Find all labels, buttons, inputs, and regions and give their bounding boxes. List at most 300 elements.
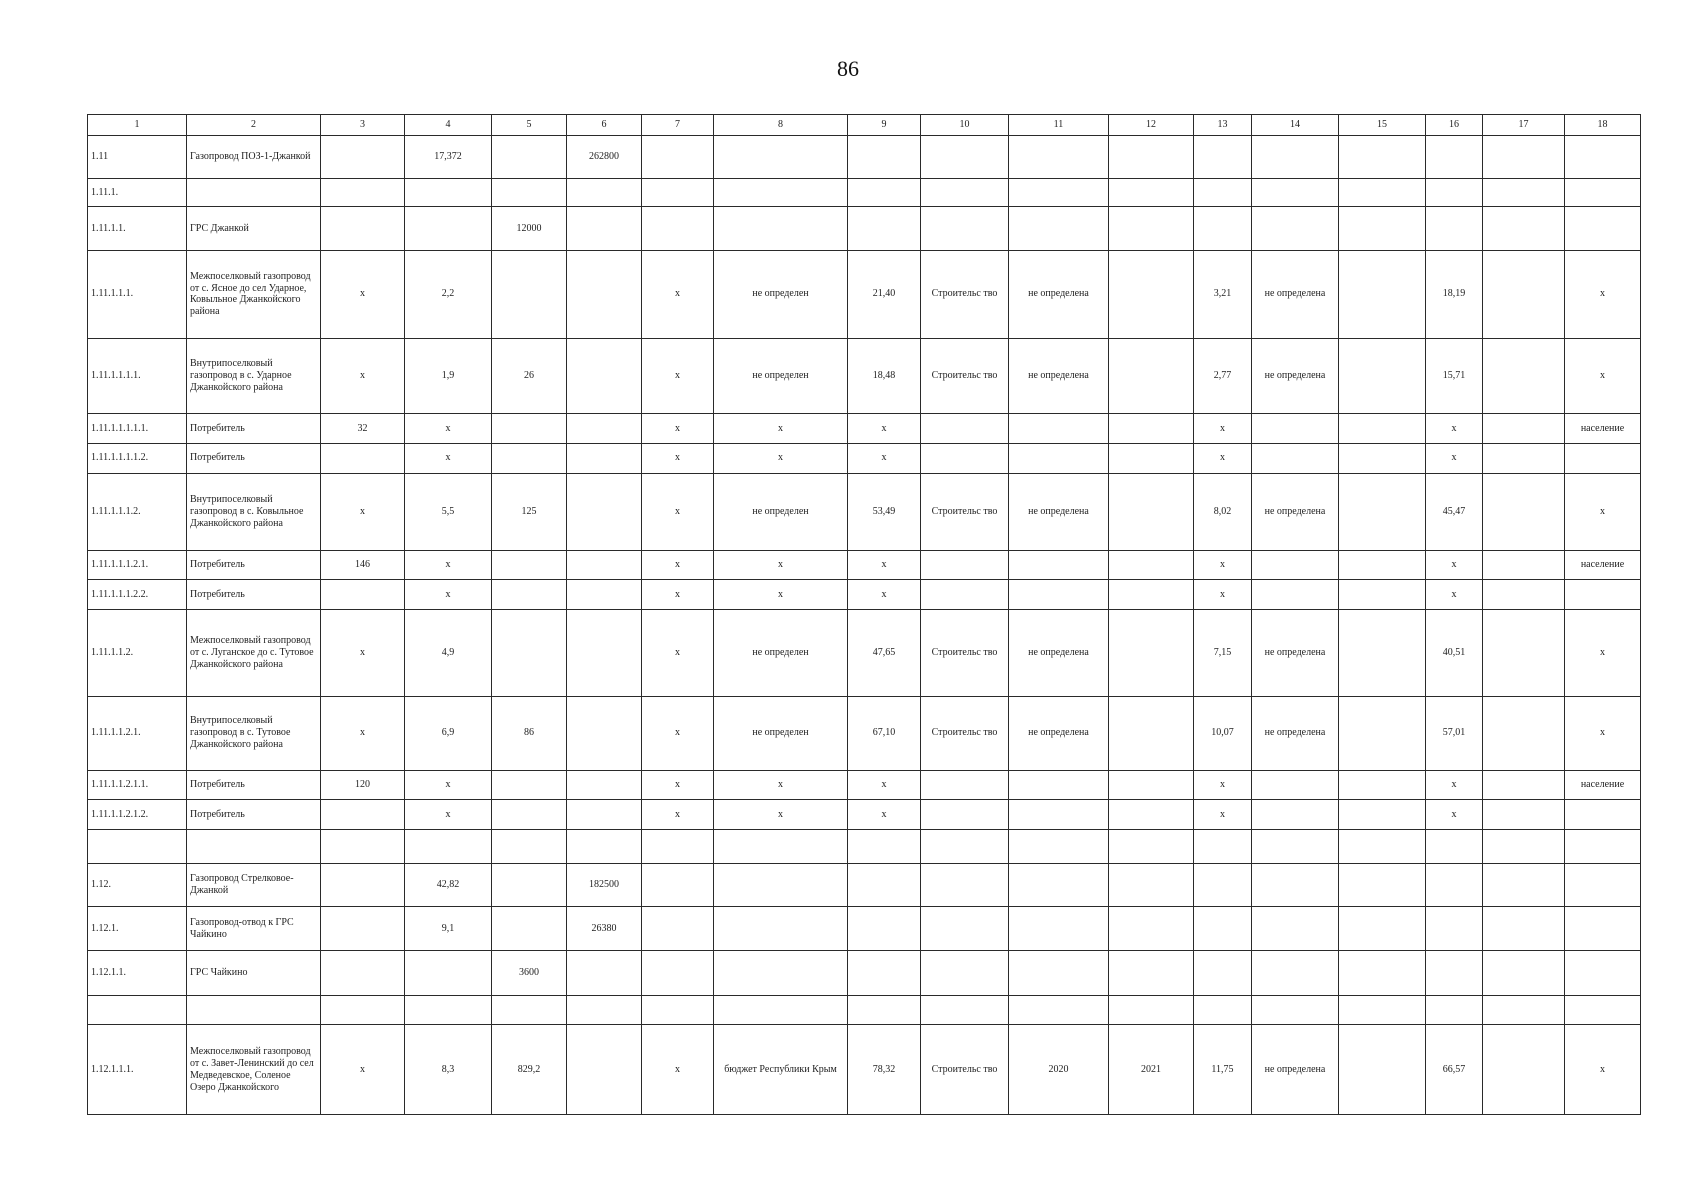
data-cell: 8,02 xyxy=(1194,473,1252,550)
data-cell xyxy=(492,414,567,444)
data-cell: Строительс тво xyxy=(921,610,1009,696)
object-name-cell: Газопровод ПОЗ-1-Джанкой xyxy=(187,135,321,178)
data-cell xyxy=(848,178,921,207)
data-cell xyxy=(567,178,642,207)
table-row xyxy=(88,414,1641,444)
row-code-cell: 1.11 xyxy=(88,135,187,178)
data-cell: 26 xyxy=(492,339,567,414)
data-cell: 66,57 xyxy=(1426,1025,1483,1115)
data-cell xyxy=(567,995,642,1025)
data-cell: x xyxy=(1194,800,1252,830)
data-cell xyxy=(1009,550,1109,580)
row-code-cell: 1.11.1.1.1.1.1. xyxy=(88,414,187,444)
data-cell: Строительс тво xyxy=(921,250,1009,338)
data-cell xyxy=(321,864,405,907)
data-cell: x xyxy=(321,339,405,414)
data-cell xyxy=(1483,550,1565,580)
data-cell xyxy=(1339,1025,1426,1115)
data-cell: x xyxy=(642,250,714,338)
data-cell: 17,372 xyxy=(405,135,492,178)
data-cell: x xyxy=(714,414,848,444)
data-cell: x xyxy=(1194,414,1252,444)
data-cell: x xyxy=(405,800,492,830)
data-cell xyxy=(1565,907,1641,951)
data-cell xyxy=(567,580,642,610)
data-cell: 26380 xyxy=(567,907,642,951)
object-name-cell xyxy=(187,830,321,864)
data-cell xyxy=(714,207,848,250)
data-cell: 18,48 xyxy=(848,339,921,414)
data-cell xyxy=(1339,864,1426,907)
data-cell xyxy=(921,770,1009,800)
data-cell xyxy=(642,864,714,907)
row-code-cell: 1.11.1.1.2.1.2. xyxy=(88,800,187,830)
data-cell: x xyxy=(642,770,714,800)
data-cell xyxy=(405,951,492,995)
data-cell xyxy=(1483,995,1565,1025)
row-code-cell: 1.11.1.1.1.2.2. xyxy=(88,580,187,610)
column-number: 11 xyxy=(1009,115,1109,136)
data-cell xyxy=(921,550,1009,580)
data-cell xyxy=(1009,864,1109,907)
data-cell xyxy=(1252,800,1339,830)
data-cell xyxy=(1252,951,1339,995)
table-body xyxy=(88,115,1641,1115)
data-cell xyxy=(1339,907,1426,951)
data-cell: 21,40 xyxy=(848,250,921,338)
table-row xyxy=(88,995,1641,1025)
data-cell: 57,01 xyxy=(1426,696,1483,770)
data-cell xyxy=(1565,207,1641,250)
row-code-cell: 1.11.1. xyxy=(88,178,187,207)
data-cell xyxy=(405,207,492,250)
column-number: 14 xyxy=(1252,115,1339,136)
table-row xyxy=(88,339,1641,414)
data-cell xyxy=(1109,550,1194,580)
data-cell xyxy=(1565,830,1641,864)
data-cell xyxy=(492,443,567,473)
data-cell: x xyxy=(405,550,492,580)
data-cell: 125 xyxy=(492,473,567,550)
data-cell xyxy=(642,178,714,207)
data-cell xyxy=(492,907,567,951)
data-cell xyxy=(848,864,921,907)
data-cell xyxy=(1109,610,1194,696)
data-cell: x xyxy=(848,414,921,444)
data-cell xyxy=(921,443,1009,473)
data-cell: x xyxy=(1565,473,1641,550)
data-cell xyxy=(1194,907,1252,951)
data-cell xyxy=(321,207,405,250)
data-cell xyxy=(1109,995,1194,1025)
data-cell: x xyxy=(1426,414,1483,444)
data-cell xyxy=(1109,864,1194,907)
data-cell xyxy=(492,770,567,800)
data-cell xyxy=(1483,250,1565,338)
column-number: 17 xyxy=(1483,115,1565,136)
row-code-cell xyxy=(88,830,187,864)
data-cell: x xyxy=(642,339,714,414)
data-cell xyxy=(921,178,1009,207)
data-cell xyxy=(321,951,405,995)
data-cell xyxy=(1565,864,1641,907)
data-cell xyxy=(1109,135,1194,178)
data-cell xyxy=(921,864,1009,907)
column-number: 2 xyxy=(187,115,321,136)
data-cell: не определена xyxy=(1252,339,1339,414)
table-row xyxy=(88,610,1641,696)
data-cell: не определена xyxy=(1252,250,1339,338)
data-cell: x xyxy=(642,550,714,580)
row-code-cell: 1.11.1.1.2.1. xyxy=(88,696,187,770)
data-cell xyxy=(714,864,848,907)
column-number: 13 xyxy=(1194,115,1252,136)
data-cell xyxy=(567,414,642,444)
row-code-cell: 1.11.1.1.1.2. xyxy=(88,473,187,550)
data-cell xyxy=(714,907,848,951)
data-cell xyxy=(921,907,1009,951)
data-cell xyxy=(492,580,567,610)
data-cell xyxy=(492,610,567,696)
data-cell xyxy=(492,995,567,1025)
data-cell: не определен xyxy=(714,250,848,338)
data-cell xyxy=(1483,907,1565,951)
data-cell xyxy=(1483,443,1565,473)
data-cell xyxy=(714,135,848,178)
data-cell xyxy=(848,135,921,178)
data-cell xyxy=(1565,443,1641,473)
data-cell: x xyxy=(642,414,714,444)
data-cell: не определен xyxy=(714,696,848,770)
data-cell xyxy=(1339,951,1426,995)
data-cell xyxy=(921,580,1009,610)
table-row xyxy=(88,550,1641,580)
document-table xyxy=(87,114,1641,1115)
data-cell xyxy=(567,830,642,864)
data-cell: 86 xyxy=(492,696,567,770)
data-cell xyxy=(848,207,921,250)
data-cell xyxy=(1339,580,1426,610)
data-cell xyxy=(1339,135,1426,178)
data-cell: 2021 xyxy=(1109,1025,1194,1115)
data-cell xyxy=(1009,207,1109,250)
data-cell: 6,9 xyxy=(405,696,492,770)
data-cell xyxy=(492,800,567,830)
data-cell: x xyxy=(1194,443,1252,473)
data-cell: x xyxy=(714,443,848,473)
column-number-row xyxy=(88,115,1641,136)
row-code-cell: 1.11.1.1.2.1.1. xyxy=(88,770,187,800)
data-cell: 262800 xyxy=(567,135,642,178)
data-cell: 40,51 xyxy=(1426,610,1483,696)
data-cell xyxy=(492,135,567,178)
object-name-cell: Потребитель xyxy=(187,414,321,444)
data-cell xyxy=(492,550,567,580)
data-cell xyxy=(1483,135,1565,178)
data-cell: 182500 xyxy=(567,864,642,907)
data-cell xyxy=(321,995,405,1025)
data-cell xyxy=(1252,907,1339,951)
data-cell xyxy=(321,580,405,610)
data-cell xyxy=(1483,473,1565,550)
row-code-cell: 1.12.1.1. xyxy=(88,951,187,995)
data-cell xyxy=(1109,250,1194,338)
data-cell xyxy=(1483,580,1565,610)
data-cell xyxy=(405,995,492,1025)
data-cell: x xyxy=(405,580,492,610)
data-cell xyxy=(1009,951,1109,995)
data-cell xyxy=(642,830,714,864)
data-cell: x xyxy=(848,550,921,580)
data-cell xyxy=(714,951,848,995)
data-cell xyxy=(1194,995,1252,1025)
column-number: 12 xyxy=(1109,115,1194,136)
data-cell: Строительс тво xyxy=(921,339,1009,414)
data-cell xyxy=(567,1025,642,1115)
data-cell: x xyxy=(1194,580,1252,610)
table-row xyxy=(88,800,1641,830)
table-row xyxy=(88,696,1641,770)
data-cell: 2,77 xyxy=(1194,339,1252,414)
data-cell xyxy=(1339,696,1426,770)
data-cell xyxy=(1426,830,1483,864)
data-cell: x xyxy=(848,800,921,830)
data-cell xyxy=(567,800,642,830)
data-cell xyxy=(1565,951,1641,995)
data-cell: 45,47 xyxy=(1426,473,1483,550)
data-cell xyxy=(1194,830,1252,864)
data-cell xyxy=(1109,907,1194,951)
data-cell xyxy=(1009,414,1109,444)
page-number: 86 xyxy=(837,56,859,81)
data-cell xyxy=(1194,207,1252,250)
data-cell xyxy=(1009,830,1109,864)
data-cell xyxy=(848,951,921,995)
data-cell xyxy=(567,951,642,995)
data-cell xyxy=(1339,610,1426,696)
data-cell xyxy=(1339,178,1426,207)
data-cell xyxy=(1483,610,1565,696)
column-number: 6 xyxy=(567,115,642,136)
data-cell xyxy=(1109,414,1194,444)
object-name-cell: Потребитель xyxy=(187,550,321,580)
data-cell: x xyxy=(642,1025,714,1115)
data-cell: 9,1 xyxy=(405,907,492,951)
row-code-cell: 1.11.1.1.1.1. xyxy=(88,339,187,414)
data-cell xyxy=(1194,951,1252,995)
data-cell xyxy=(921,951,1009,995)
data-cell xyxy=(921,800,1009,830)
data-cell: не определена xyxy=(1009,250,1109,338)
data-cell: x xyxy=(1565,1025,1641,1115)
data-cell xyxy=(1009,178,1109,207)
data-cell xyxy=(921,207,1009,250)
object-name-cell: Межпоселковый газопровод от с. Завет-Ленинский до сел Медведевское, Соленое Озеро Джанкойского xyxy=(187,1025,321,1115)
data-cell: Строительс тво xyxy=(921,473,1009,550)
data-cell xyxy=(1009,907,1109,951)
data-cell xyxy=(1565,995,1641,1025)
data-cell xyxy=(1339,339,1426,414)
data-cell: не определена xyxy=(1252,610,1339,696)
data-cell xyxy=(1483,1025,1565,1115)
data-cell xyxy=(1252,135,1339,178)
column-number: 5 xyxy=(492,115,567,136)
data-cell: бюджет Республики Крым xyxy=(714,1025,848,1115)
table-row xyxy=(88,135,1641,178)
data-cell xyxy=(1109,178,1194,207)
data-cell xyxy=(567,207,642,250)
data-cell: x xyxy=(321,1025,405,1115)
table-row xyxy=(88,250,1641,338)
data-cell xyxy=(1252,864,1339,907)
data-cell xyxy=(492,250,567,338)
data-cell xyxy=(1194,135,1252,178)
data-cell: x xyxy=(848,443,921,473)
data-cell xyxy=(1565,178,1641,207)
data-cell xyxy=(1009,443,1109,473)
data-cell xyxy=(921,995,1009,1025)
data-cell: не определена xyxy=(1009,610,1109,696)
data-cell: x xyxy=(642,800,714,830)
data-cell xyxy=(1252,207,1339,250)
column-number: 9 xyxy=(848,115,921,136)
data-cell xyxy=(1339,550,1426,580)
data-cell xyxy=(1483,696,1565,770)
data-cell xyxy=(567,339,642,414)
object-name-cell: ГРС Чайкино xyxy=(187,951,321,995)
data-cell: не определен xyxy=(714,473,848,550)
object-name-cell: Потребитель xyxy=(187,443,321,473)
data-cell xyxy=(848,995,921,1025)
data-cell: 8,3 xyxy=(405,1025,492,1115)
data-cell: не определен xyxy=(714,610,848,696)
data-cell xyxy=(1252,580,1339,610)
data-cell: x xyxy=(1194,550,1252,580)
data-cell: 5,5 xyxy=(405,473,492,550)
data-cell xyxy=(1483,830,1565,864)
data-cell xyxy=(642,995,714,1025)
data-cell: x xyxy=(1565,696,1641,770)
data-cell xyxy=(1483,414,1565,444)
data-cell: не определена xyxy=(1252,696,1339,770)
data-cell: 32 xyxy=(321,414,405,444)
table-row xyxy=(88,443,1641,473)
data-cell xyxy=(1426,864,1483,907)
data-cell xyxy=(642,951,714,995)
data-cell: x xyxy=(1426,800,1483,830)
row-code-cell: 1.11.1.1.1.2.1. xyxy=(88,550,187,580)
data-cell: Строительс тво xyxy=(921,696,1009,770)
data-cell xyxy=(1009,800,1109,830)
data-cell xyxy=(848,830,921,864)
data-cell: не определена xyxy=(1009,473,1109,550)
data-cell xyxy=(1252,550,1339,580)
object-name-cell: ГРС Джанкой xyxy=(187,207,321,250)
table-row xyxy=(88,907,1641,951)
data-cell: не определена xyxy=(1009,339,1109,414)
data-cell xyxy=(1109,800,1194,830)
data-cell xyxy=(1426,207,1483,250)
data-cell xyxy=(1483,800,1565,830)
data-cell xyxy=(1565,135,1641,178)
data-cell xyxy=(642,907,714,951)
object-name-cell: Межпоселковый газопровод от с. Луганское до с. Тутовое Джанкойского района xyxy=(187,610,321,696)
data-cell xyxy=(492,830,567,864)
data-cell xyxy=(848,907,921,951)
column-number: 1 xyxy=(88,115,187,136)
column-number: 10 xyxy=(921,115,1009,136)
data-cell xyxy=(1483,178,1565,207)
data-cell xyxy=(921,830,1009,864)
data-cell: 12000 xyxy=(492,207,567,250)
data-cell xyxy=(1483,339,1565,414)
data-cell xyxy=(1009,135,1109,178)
data-cell: 78,32 xyxy=(848,1025,921,1115)
data-cell xyxy=(1009,995,1109,1025)
data-cell xyxy=(492,864,567,907)
object-name-cell: Газопровод Стрелковое-Джанкой xyxy=(187,864,321,907)
object-name-cell: Потребитель xyxy=(187,800,321,830)
data-cell: 146 xyxy=(321,550,405,580)
data-cell xyxy=(1252,770,1339,800)
data-cell xyxy=(1483,207,1565,250)
data-cell: население xyxy=(1565,414,1641,444)
data-cell xyxy=(714,995,848,1025)
data-cell xyxy=(1109,696,1194,770)
column-number: 18 xyxy=(1565,115,1641,136)
table-row xyxy=(88,207,1641,250)
data-cell xyxy=(921,135,1009,178)
data-cell: население xyxy=(1565,770,1641,800)
data-cell xyxy=(1109,207,1194,250)
data-cell xyxy=(1252,178,1339,207)
data-cell: Строительс тво xyxy=(921,1025,1009,1115)
data-cell xyxy=(405,830,492,864)
data-cell: x xyxy=(642,580,714,610)
data-cell: 3600 xyxy=(492,951,567,995)
table-row xyxy=(88,580,1641,610)
data-cell: x xyxy=(1426,443,1483,473)
data-cell xyxy=(405,178,492,207)
object-name-cell: Внутрипоселковый газопровод в с. Ковыльное Джанкойского района xyxy=(187,473,321,550)
data-cell: x xyxy=(1426,550,1483,580)
data-cell: не определена xyxy=(1252,1025,1339,1115)
data-cell: 3,21 xyxy=(1194,250,1252,338)
data-cell xyxy=(1565,580,1641,610)
data-cell xyxy=(567,473,642,550)
data-cell xyxy=(1109,770,1194,800)
data-cell: x xyxy=(642,696,714,770)
data-cell: x xyxy=(642,473,714,550)
row-code-cell: 1.11.1.1. xyxy=(88,207,187,250)
data-cell xyxy=(321,178,405,207)
data-cell xyxy=(321,135,405,178)
data-cell xyxy=(1109,339,1194,414)
column-number: 16 xyxy=(1426,115,1483,136)
table-row xyxy=(88,770,1641,800)
data-cell: x xyxy=(321,473,405,550)
data-cell: x xyxy=(642,443,714,473)
data-cell xyxy=(1339,414,1426,444)
data-cell xyxy=(321,800,405,830)
data-cell xyxy=(642,135,714,178)
data-cell: x xyxy=(848,580,921,610)
data-cell: x xyxy=(1426,580,1483,610)
table-row xyxy=(88,1025,1641,1115)
table-row xyxy=(88,830,1641,864)
data-cell xyxy=(1426,178,1483,207)
column-number: 7 xyxy=(642,115,714,136)
